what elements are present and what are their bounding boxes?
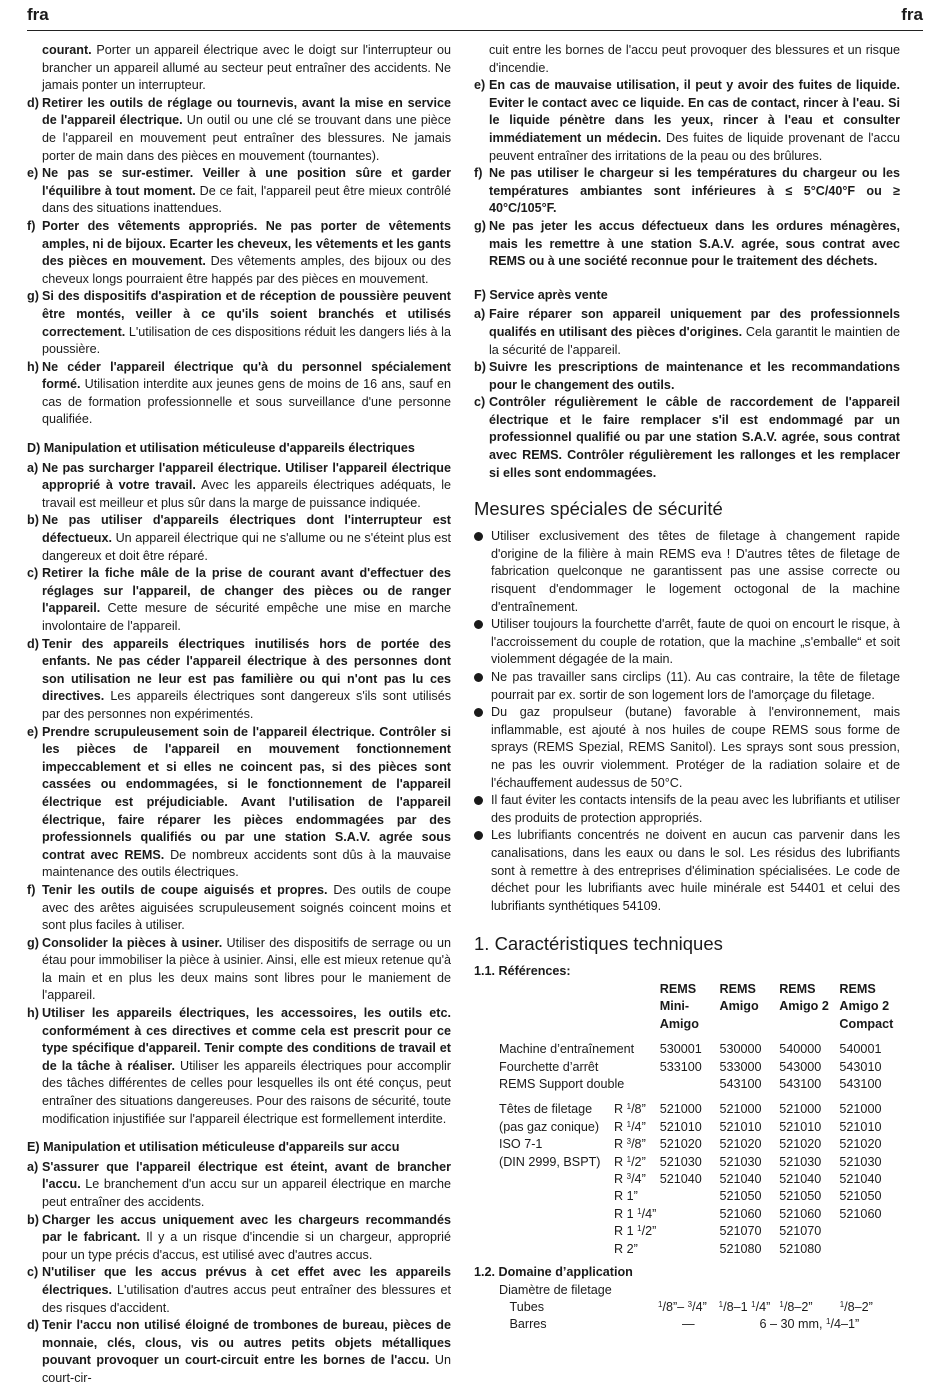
- list-item: [27, 565, 451, 635]
- item-text: Contrôler régulièrement le câble de raccordement de l'appareil électrique et le faire remplacer s'il est endommagé par un professionnel qualifié ou par une station S.A.V. agrée, sous contrat avec REMS. Contrôler régulièrement les rallonges et les remplacer si elles sont endommagées.: [489, 395, 900, 480]
- model-header-row: [499, 981, 900, 998]
- model-name: Amigo: [719, 999, 759, 1014]
- article-number: 521050: [839, 1189, 882, 1204]
- bullet-dot-icon: [474, 673, 483, 682]
- list-item: [27, 288, 451, 358]
- list-item: [474, 165, 900, 218]
- item-text: Charger les accus uniquement avec les chargeurs recommandés par le fabricant. Il y a un risque d'incendie si un chargeur, approprié pour un type précis d'accus, est utilisé avec d'autres accus.: [42, 1212, 451, 1262]
- article-number: 521040: [719, 1171, 762, 1186]
- table-row: [499, 1101, 900, 1118]
- article-number: 521000: [839, 1102, 882, 1117]
- empty-cell: [614, 981, 660, 998]
- mesures-heading: Mesures spéciales de sécurité: [474, 498, 723, 520]
- item-text: Retirer la fiche mâle de la prise de courant avant d'effectuer des réglages sur l'appareil, de changer des pièces ou de ranger l'appareil. Cette mesure de sécurité empêche une mise en marche involontaire de l'appareil.: [42, 566, 451, 633]
- article-number: 521070: [779, 1224, 822, 1239]
- row-label: Fourchette d’arrêt: [499, 1059, 599, 1074]
- list-item: [474, 77, 900, 165]
- bullet-dot-icon: [474, 620, 483, 629]
- thread-size: R $^3$/4”: [614, 1171, 646, 1186]
- item-letter: a): [27, 1159, 39, 1174]
- item-letter: g): [474, 218, 486, 233]
- item-letter: e): [27, 166, 39, 181]
- model-name: Amigo: [659, 1016, 699, 1031]
- model-name: REMS: [719, 981, 756, 996]
- references-title: 1.1. Références:: [474, 964, 571, 979]
- list-item: [27, 1317, 451, 1387]
- item-letter: h): [27, 359, 39, 374]
- row-label: [499, 1223, 614, 1240]
- list-section-e-continued: [474, 77, 900, 271]
- article-number: 521030: [719, 1154, 762, 1169]
- item-text: Utiliser les appareils électriques, les accessoires, les outils etc. conformément à ces directives et comme cela est prescrit pour ce type spécifique d'appareil. Tenir compte des conditions de travail et de la tâche à réaliser. Utiliser les appareils électriques pour accomplir des tâches différentes de celles pour lesquelles ils ont été conçus, peut entraîner des situations dangereuses. Pour des raisons de sécurité, toute modification injustifiée sur l'appareil électrique est formellement interdite.: [42, 1006, 452, 1126]
- article-number: 521000: [719, 1102, 762, 1117]
- row-label: (DIN 2999, BSPT): [499, 1154, 601, 1169]
- table-row: [499, 1154, 900, 1171]
- article-number: 521060: [719, 1206, 762, 1221]
- row-label: ISO 7-1: [499, 1137, 543, 1152]
- bullet-text: Utiliser toujours la fourchette d'arrêt, faute de quoi on encourt le risque, à l'accroissement du couple de rotation, que la machine „s'emballe“ et soit violemment dégagée de la main.: [491, 617, 900, 667]
- item-text: Retirer les outils de réglage ou tournevis, avant la mise en service de l'appareil électrique. Un outil ou une clé se trouvant dans une pièce de l'appareil en mouvement peut entraîner des blessures. Ne jamais porter de main dans des pièces en mouvement (tournantes).: [42, 95, 451, 163]
- table-row: [499, 1076, 900, 1093]
- item-text: Porter des vêtements appropriés. Ne pas porter de vêtements amples, ni de bijoux. Ecarter les cheveux, les vêtements et les gants des pièces en mouvement. Des vêtements amples, des bijoux ou des cheveux longs pourraient être happés par des pièces en mouvement.: [42, 218, 451, 286]
- article-number: 521020: [659, 1137, 702, 1152]
- left-column: [27, 42, 451, 1388]
- row-label: [499, 1171, 614, 1188]
- model-name: REMS: [779, 981, 816, 996]
- model-name: Amigo 2: [839, 999, 890, 1014]
- bullet-item: [474, 528, 900, 616]
- item-letter: a): [474, 307, 486, 322]
- language-label-right: fra: [901, 5, 923, 24]
- article-number: [839, 1241, 900, 1258]
- item-text: S'assurer que l'appareil électrique est éteint, avant de brancher l'accu. Le branchement d'un accu sur un appareil électrique en marche peut entraîner des accidents.: [42, 1159, 451, 1209]
- item-text: Ne pas utiliser d'appareils électriques dont l'interrupteur est défectueux. Un appareil électrique qui ne s'allume ou ne s'éteint plus est dangereux et doit être réparé.: [42, 513, 451, 563]
- model-name: [779, 1016, 839, 1033]
- thread-size: R $^1$/4”: [614, 1119, 646, 1134]
- row-label: Têtes de filetage: [499, 1102, 593, 1117]
- bullet-item: [474, 827, 900, 915]
- article-number: 521010: [779, 1119, 822, 1134]
- article-number: 521050: [719, 1189, 762, 1204]
- tubes-row: [499, 1299, 900, 1316]
- table-row: [499, 1241, 900, 1258]
- thread-size: R $^1$/8”: [614, 1102, 646, 1117]
- item-letter: c): [474, 395, 486, 410]
- empty-cell: [499, 981, 614, 998]
- list-item: [27, 512, 451, 565]
- list-item: [27, 935, 451, 1005]
- page-header: [27, 6, 923, 31]
- bullet-item: [474, 704, 900, 792]
- article-number: [660, 1076, 720, 1093]
- thread-size: R 2”: [614, 1241, 638, 1256]
- model-header-row: [499, 998, 900, 1015]
- application-table: [499, 1282, 900, 1334]
- language-label-left: fra: [27, 5, 49, 24]
- table-row: [499, 1171, 900, 1188]
- right-column: [474, 42, 900, 1334]
- article-number: 521010: [839, 1119, 882, 1134]
- list-item: [474, 218, 900, 271]
- bullet-item: [474, 616, 900, 669]
- article-number: [660, 1188, 720, 1205]
- bullet-text: Il faut éviter les contacts intensifs de la peau avec les lubrifiants et utiliser des produits de protection appropriés.: [491, 793, 900, 825]
- item-text: Ne céder l'appareil électrique qu'à du personnel spécialement formé. Utilisation interdite aux jeunes gens de moins de 16 ans, sauf en cas de formation professionnelle et sous surveillance d'une personne qualifiée.: [42, 359, 451, 427]
- item-text: Tenir des appareils électriques inutilisés hors de portée des enfants. Ne pas céder l'appareil électrique à des personnes dont son utilisation ne leur est pas familière ou qui n'ont pas lu ces directives. Les appareils électriques sont dangereux s'ils sont utilisés par des personnes non expérimentés.: [42, 636, 451, 721]
- article-number: 521070: [719, 1224, 762, 1239]
- item-letter: a): [27, 460, 39, 475]
- item-text: Ne pas surcharger l'appareil électrique. Utiliser l'appareil électrique approprié à votre travail. Avec les appareils électriques adéquats, le travail est meilleur et plus sûr dans la marge de puissance indiquée.: [42, 460, 451, 510]
- empty-cell: [614, 1016, 660, 1033]
- item-text: Ne pas utiliser le chargeur si les températures du chargeur ou les températures ambiantes sont inférieures à ≤ 5°C/40°F ou ≥ 40°C/105°F.: [489, 166, 900, 216]
- article-number: 521020: [779, 1137, 822, 1152]
- item-letter: b): [474, 360, 486, 375]
- list-section-e: [27, 1159, 451, 1388]
- application-title: 1.2. Domaine d’application: [474, 1265, 633, 1279]
- item-text: Tenir les outils de coupe aiguisés et propres. Des outils de coupe avec des arêtes aiguisées scrupuleusement soignés coincent moins et sont plus faciles à utiliser.: [42, 882, 451, 933]
- thread-size: R $^3$/8”: [614, 1137, 646, 1152]
- bullet-text: Utiliser exclusivement des têtes de filetage à changement rapide d'origine de la filière à main REMS eva ! D'autres têtes de filetage de fabrication quelconque ne garantissent pas une assise correcte ou risquent d'endommager le logement octogonal de la machine d'entraînement.: [491, 529, 900, 614]
- section-e-title: E) Manipulation et utilisation méticuleuse d'appareils sur accu: [27, 1140, 400, 1155]
- row-label: [499, 1188, 614, 1205]
- row-label: Tubes: [499, 1300, 545, 1314]
- article-number: 543100: [779, 1076, 822, 1091]
- empty-cell: [613, 1316, 658, 1333]
- article-number: 533000: [719, 1059, 762, 1074]
- article-number: [660, 1223, 720, 1240]
- empty-cell: [614, 998, 660, 1015]
- article-number: 533100: [659, 1059, 702, 1074]
- list-item: [27, 359, 451, 429]
- article-number: 543100: [719, 1076, 762, 1091]
- article-number: 521040: [839, 1171, 882, 1186]
- item-letter: e): [474, 78, 486, 93]
- article-number: 521000: [779, 1102, 822, 1117]
- article-number: 521030: [839, 1154, 882, 1169]
- table-row: [499, 1223, 900, 1240]
- article-number: 530000: [719, 1042, 762, 1057]
- thread-size: R $^1$/2”: [614, 1154, 646, 1169]
- section-f-title: F) Service après vente: [474, 287, 608, 302]
- bullet-text: Les lubrifiants concentrés ne doivent en aucun cas parvenir dans les canalisations, dans les eaux ou dans le sol. Les résidus des lubrifiants sont à remettre à des entreprises d'élimination spécialisées. Le code de déchet pour les lubrifiants avec huile minérale est 54401 et celui des lubrifiants synthétiques 54109.: [491, 828, 900, 913]
- item-letter: g): [27, 289, 39, 304]
- article-number: 521060: [779, 1206, 822, 1221]
- bullet-text: Ne pas travailler sans circlips (11). Au cas contraire, la tête de filetage pourrait par ex. sortir de son logement lors de l'amorçage du filetage.: [491, 670, 900, 702]
- list-item: [27, 724, 451, 882]
- row-label: Barres: [499, 1317, 547, 1332]
- row-label: [499, 1241, 614, 1258]
- item-letter: e): [27, 724, 39, 739]
- table-row: [499, 1136, 900, 1153]
- article-number: 521020: [839, 1137, 882, 1152]
- article-number: [660, 1241, 720, 1258]
- article-number: 543000: [779, 1059, 822, 1074]
- diameter-range: $^1$/8–2”: [839, 1300, 873, 1314]
- article-number: 521010: [659, 1119, 702, 1134]
- list-item: [27, 95, 451, 165]
- item-letter: d): [27, 1318, 39, 1333]
- item-text: Ne pas jeter les accus défectueux dans les ordures ménagères, mais les remettre à une station S.A.V. agrée, sous contrat avec REMS ou à une société reconnue pour le traitement des déchets.: [489, 218, 900, 269]
- thread-size: R 1 $^1$/2”: [614, 1224, 657, 1239]
- article-number: 521050: [779, 1189, 822, 1204]
- item-letter: d): [27, 95, 39, 110]
- diameter-range: $^1$/8”– $^3$/4”: [658, 1300, 707, 1314]
- row-label: (pas gaz conique): [499, 1119, 600, 1134]
- list-item: [27, 1264, 451, 1317]
- model-header-row: [499, 1016, 900, 1033]
- diameter-range: $^1$/8–2”: [779, 1300, 813, 1314]
- article-number: 521030: [779, 1154, 822, 1169]
- thread-size: R 1 $^1$/4”: [614, 1206, 657, 1221]
- item-letter: f): [27, 218, 36, 233]
- list-item: [27, 1159, 451, 1212]
- bullet-dot-icon: [474, 796, 483, 805]
- empty-cell: [499, 1016, 614, 1033]
- list-item: [27, 460, 451, 513]
- item-text: Si des dispositifs d'aspiration et de réception de poussière peuvent être montés, veiller à ce qu'ils soient branchés et utilisés correctement. L'utilisation de ces dispositions réduit les dangers liés à la poussière.: [42, 289, 451, 357]
- article-number: 521080: [719, 1241, 762, 1256]
- item-text: Faire réparer son appareil uniquement par des professionnels qualifés en utilisant des pièces d'origines. Cela garantit le maintien de la sécurité de l'appareil.: [489, 307, 900, 357]
- bullet-item: [474, 669, 900, 704]
- barres-row: [499, 1316, 900, 1333]
- item-letter: b): [27, 1212, 39, 1227]
- article-number: 540000: [779, 1042, 822, 1057]
- list-item: [27, 218, 451, 288]
- item-letter: g): [27, 935, 39, 950]
- article-number: 521020: [719, 1137, 762, 1152]
- item-text: En cas de mauvaise utilisation, il peut y avoir des fuites de liquide. Eviter le contact avec ce liquide. En cas de contact, rincer à l'eau. Si le liquide pénètre dans les yeux, rincer à l'eau et consulter immédiatement un médecin. Des fuites de liquide provenant de l'accu peuvent entraîner des irritations de la peau ou des brûlures.: [489, 78, 901, 163]
- spacer-row: [499, 1033, 900, 1041]
- article-number: 543100: [839, 1076, 882, 1091]
- item-text: Consolider la pièces à usiner. Utiliser des dispositifs de serrage ou un étau pour immobiliser la pièce à usinier. Ainsi, elle est mieux retenue qu'à la main et en plus les deux mains sont libres pour le maniement de l'appareil.: [42, 935, 451, 1003]
- list-item: [474, 359, 900, 394]
- table-row: [499, 1119, 900, 1136]
- article-number: 521040: [659, 1171, 702, 1186]
- row-label: Machine d’entraînement: [499, 1042, 635, 1057]
- list-item: [474, 394, 900, 482]
- diameter-label: Diamètre de filetage: [499, 1282, 612, 1297]
- table-row: [499, 1188, 900, 1205]
- item-text: N'utiliser que les accus prévus à cet effet avec les appareils électriques. L'utilisation d'autres accus peut entraîner des blessures et des risques d'accident.: [42, 1265, 451, 1315]
- item-letter: b): [27, 513, 39, 528]
- list-item: [27, 1212, 451, 1265]
- list-section-c-continued: [27, 95, 451, 429]
- model-name: [719, 1016, 779, 1033]
- continued-paragraph: cuit entre les bornes de l'accu peut provoquer des blessures et un risque d'incendie.: [489, 43, 900, 75]
- bullet-item: [474, 792, 900, 827]
- article-number: 521030: [659, 1154, 702, 1169]
- article-number: [660, 1206, 720, 1223]
- article-number: 521000: [659, 1102, 702, 1117]
- item-text: Tenir l'accu non utilisé éloigné de trombones de bureau, pièces de monnaie, clés, clous, vis ou autres petits objets métalliques pouvant provoquer un court-circuit entre les bornes de l'accu. Un court-cir-: [42, 1318, 451, 1385]
- list-item: [27, 882, 451, 935]
- model-name: REMS: [839, 981, 876, 996]
- list-item: [27, 1005, 451, 1128]
- article-number: 521010: [719, 1119, 762, 1134]
- table-row: [499, 1059, 900, 1076]
- list-section-f: [474, 306, 900, 482]
- item-letter: d): [27, 636, 39, 651]
- item-text: Suivre les prescriptions de maintenance et les recommandations pour le changement des outils.: [489, 360, 900, 392]
- diameter-label-row: [499, 1282, 900, 1299]
- model-name: Amigo 2: [779, 999, 829, 1014]
- article-number: 521060: [839, 1206, 882, 1221]
- empty-cell: [613, 1299, 658, 1316]
- item-letter: c): [27, 1265, 39, 1280]
- article-number: 521080: [779, 1241, 822, 1256]
- list-section-d: [27, 460, 451, 1129]
- bullet-text: Du gaz propulseur (butane) favorable à l'environnement, mais inflammable, est ajouté à nos huiles de coupe REMS sous forme de sprays (REMS Spezial, REMS Sanitol). Les sprays sont sous pression, ne pas les ouvrir violemment. Protéger de la radiation solaire et de l'échauffement audessus de 50°C.: [491, 705, 900, 790]
- article-number: 543010: [839, 1059, 882, 1074]
- bullet-dot-icon: [474, 831, 483, 840]
- item-letter: h): [27, 1006, 39, 1021]
- thread-size: R 1”: [614, 1189, 638, 1204]
- diameter-range: 6 – 30 mm, $^1$/4–1”: [759, 1317, 860, 1332]
- row-label: REMS Support double: [499, 1076, 625, 1091]
- model-name: REMS: [659, 981, 697, 996]
- section-d-title: D) Manipulation et utilisation méticuleuse d'appareils électriques: [27, 441, 415, 456]
- article-number: [839, 1223, 900, 1240]
- tech-heading: 1. Caractéristiques techniques: [474, 933, 723, 955]
- table-row: [499, 1206, 900, 1223]
- list-item: [27, 636, 451, 724]
- diameter-range: $^1$/8–1 $^1$/4”: [718, 1300, 771, 1314]
- list-item: [474, 306, 900, 359]
- article-number: 530001: [659, 1042, 702, 1057]
- table-row: [499, 1041, 900, 1058]
- list-item: [27, 165, 451, 218]
- model-name: Mini-: [659, 999, 690, 1014]
- bullet-dot-icon: [474, 532, 483, 541]
- item-letter: f): [27, 882, 36, 897]
- item-letter: f): [474, 166, 483, 181]
- references-table: [499, 981, 900, 1258]
- item-text: Ne pas se sur-estimer. Veiller à une position sûre et garder l'équilibre à tout moment. De ce fait, l'appareil peut être mieux contrôlé dans des situations inattendues.: [42, 166, 451, 216]
- item-letter: c): [27, 566, 39, 581]
- continued-paragraph: courant. Porter un appareil électrique avec le doigt sur l'interrupteur ou brancher un appareil allumé au secteur peut entraîner des accidents. Ne jamais ponter un interrupteur.: [42, 43, 451, 93]
- row-label: [499, 1206, 614, 1223]
- model-name: Compact: [839, 1016, 894, 1031]
- article-number: 521040: [779, 1171, 822, 1186]
- item-text: Prendre scrupuleusement soin de l'appareil électrique. Contrôler si les pièces de l'appareil en mouvement fonctionnement impeccablement et si elles ne coincent pas, si des pièces sont cassées ou endommagées, si le fonctionnement de l'appareil électrique est préjudiciable. Avant l'utilisation de l'appareil électrique, faire réparer les pièces endommagées par des professionnels qualifiés ou par une station S.A.V. agrée sous contrat avec REMS. De nombreux accidents sont dûs à la mauvaise maintenance des outils électriques.: [42, 724, 451, 880]
- empty-cell: [499, 998, 614, 1015]
- safety-bullet-list: [474, 528, 900, 915]
- spacer-row: [499, 1093, 900, 1101]
- article-number: 540001: [839, 1042, 882, 1057]
- bullet-dot-icon: [474, 708, 483, 717]
- diameter-range: —: [682, 1317, 695, 1332]
